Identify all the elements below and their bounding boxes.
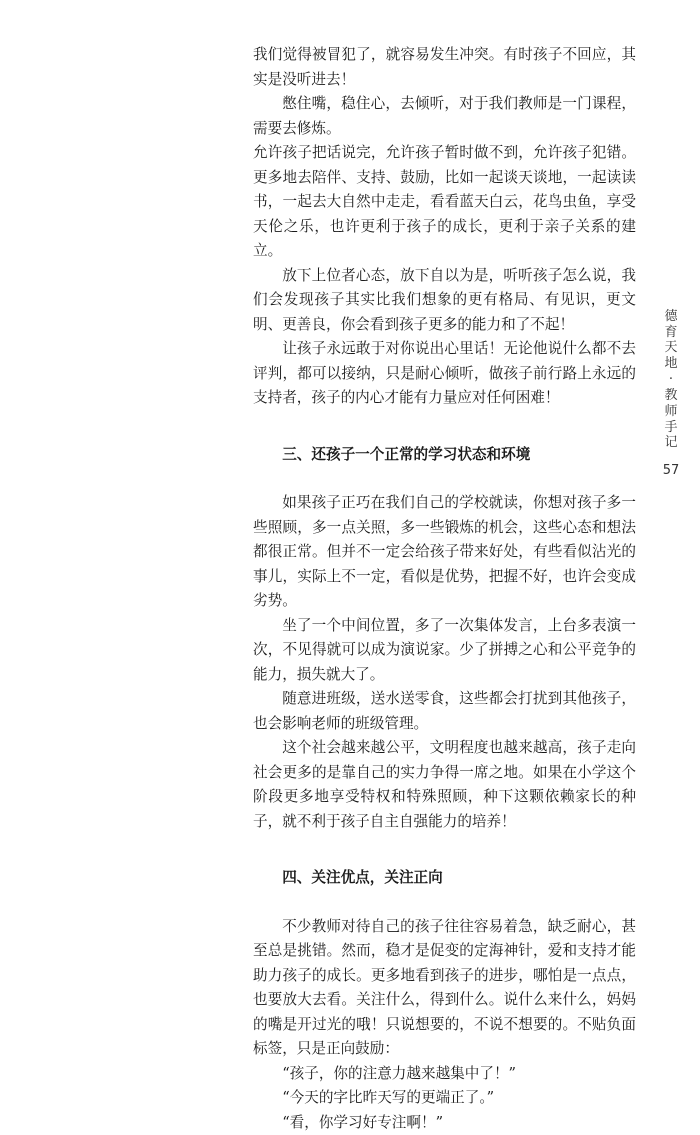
paragraph: 放下上位者心态，放下自以为是，听听孩子怎么说，我们会发现孩子其实比我们想象的更有格局、有见识，更文明、更善良，你会看到孩子更多的能力和了不起！ [253,264,636,338]
running-header-char: 师 [664,404,677,420]
paragraph: 这个社会越来越公平，文明程度也越来越高，孩子走向社会更多的是靠自己的实力争得一席之地。如果在小学这个阶段更多地享受特权和特殊照顾，种下这颗依赖家长的种子，就不利于孩子自主自强能力的培养！ [253,736,636,834]
running-header-char: 教 [664,388,677,404]
paragraph: 随意进班级，送水送零食，这些都会打扰到其他孩子，也会影响老师的班级管理。 [253,687,636,736]
paragraph: 不少教师对待自己的孩子往往容易着急，缺乏耐心，甚至总是挑错。然而，稳才是促变的定海神针，爱和支持才能助力孩子的成长。更多地看到孩子的进步，哪怕是一点点，也要放大去看。关注什么，得到什么。说什么来什么，妈妈的嘴是开过光的哦！只说想要的，不说不想要的。不贴负面标签，只是正向鼓励： [253,915,636,1062]
paragraph: 坐了一个中间位置，多了一次集体发言，上台多表演一次，不见得就可以成为演说家。少了拼搏之心和公平竞争的能力，损失就大了。 [253,614,636,688]
quote-line: “看，你学习好专注啊！” [253,1111,636,1135]
section-heading: 三、还孩子一个正常的学习状态和环境 [253,443,636,468]
running-header-separator: · [669,373,673,386]
paragraph: 我们觉得被冒犯了，就容易发生冲突。有时孩子不回应，其实是没听进去！ [253,43,636,92]
running-header-char: 手 [664,420,677,436]
paragraph: 让孩子永远敢于对你说出心里话！无论他说什么都不去评判，都可以接纳，只是耐心倾听，做孩子前行路上永远的支持者，孩子的内心才能有力量应对任何困难！ [253,337,636,411]
page-number: 57 [663,463,680,479]
running-header-char: 地 [664,356,677,372]
running-header [661,309,681,479]
paragraph: 允许孩子把话说完，允许孩子暂时做不到，允许孩子犯错。更多地去陪伴、支持、鼓励，比如一起谈天谈地，一起读读书，一起去大自然中走走，看看蓝天白云，花鸟虫鱼，享受天伦之乐，也许更利于孩子的成长，更利于亲子关系的建立。 [253,141,636,264]
section-heading: 四、关注优点，关注正向 [253,866,636,891]
main-text [253,43,636,1135]
paragraph: 憋住嘴，稳住心，去倾听，对于我们教师是一门课程，需要去修炼。 [253,92,636,141]
running-header-char: 记 [664,435,677,451]
running-header-char: 天 [664,340,677,356]
running-header-char: 育 [664,325,677,341]
quote-line: “孩子，你的注意力越来越集中了！” [253,1062,636,1087]
quote-line: “今天的字比昨天写的更端正了。” [253,1086,636,1111]
paragraph: 如果孩子正巧在我们自己的学校就读，你想对孩子多一些照顾，多一点关照，多一些锻炼的机会，这些心态和想法都很正常。但并不一定会给孩子带来好处，有些看似沾光的事儿，实际上不一定，看似是优势，把握不好，也许会变成劣势。 [253,491,636,614]
running-header-char: 德 [664,309,677,325]
